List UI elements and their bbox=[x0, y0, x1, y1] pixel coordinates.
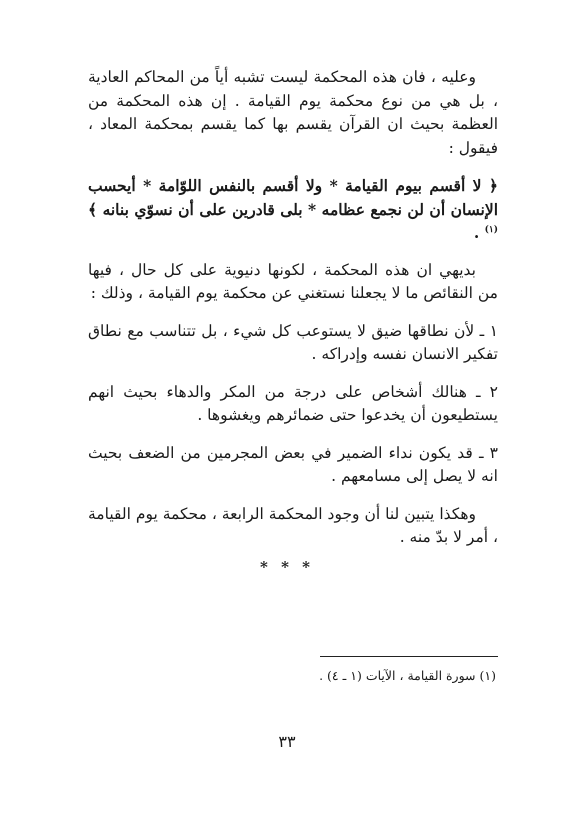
quote-text: ﴿ لا أقسم بيوم القيامة * ولا أقسم بالنفس اللوّامة * أيحسب الإنسان أن لن نجمع عظامه * بلى قادرين على أن نسوّي بنانه ﴾ bbox=[88, 176, 498, 219]
section-separator: * * * bbox=[260, 558, 314, 576]
paragraph-conclusion: وهكذا يتبين لنا أن وجود المحكمة الرابعة ، محكمة يوم القيامة ، أمر لا بدّ منه . bbox=[88, 504, 498, 546]
main-text bbox=[88, 66, 498, 564]
footnote-reference: (١) bbox=[484, 224, 498, 235]
quran-quote: ﴿ لا أقسم بيوم القيامة * ولا أقسم بالنفس اللوّامة * أيحسب الإنسان أن لن نجمع عظامه * بلى قادرين على أن نسوّي بنانه ﴾ $^{(١)}$ . bbox=[88, 176, 498, 242]
list-item-2: ٢ ـ هنالك أشخاص على درجة من المكر والدهاء بحيث انهم يستطيعون أن يخدعوا حتى ضمائرهم ويغشوها . bbox=[88, 382, 498, 424]
paragraph-shortcomings: بديهي ان هذه المحكمة ، لكونها دنيوية على كل حال ، فيها من النقائص ما لا يجعلنا نستغني عن محكمة يوم القيامة ، وذلك : bbox=[88, 260, 498, 302]
paragraph-intro: وعليه ، فان هذه المحكمة ليست تشبه أياً من المحاكم العادية ، بل هي من نوع محكمة يوم القيامة . إن هذه المحكمة من العظمة بحيث ان القرآن يقسم بها كما يقسم بمحكمة المعاد ، فيقول : bbox=[88, 68, 498, 157]
footnote-divider bbox=[320, 656, 498, 657]
list-item-3: ٣ ـ قد يكون نداء الضمير في بعض المجرمين من الضعف بحيث انه لا يصل إلى مسامعهم . bbox=[88, 443, 498, 485]
footnote: (١) سورة القيامة ، الآيات (١ ـ ٤) . bbox=[319, 668, 496, 683]
page-number: ٣٣ bbox=[278, 732, 296, 751]
list-item-1: ١ ـ لأن نطاقها ضيق لا يستوعب كل شيء ، بل تتناسب مع نطاق تفكير الانسان نفسه وإدراكه . bbox=[88, 321, 498, 363]
